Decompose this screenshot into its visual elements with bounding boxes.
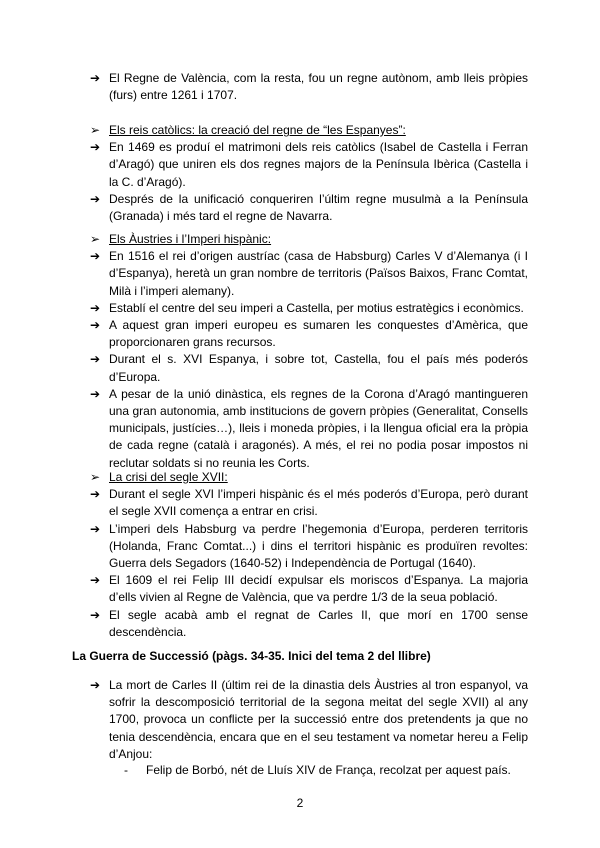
heading-text: La crisi del segle XVII: xyxy=(109,470,228,484)
arrow-icon: ➔ xyxy=(90,71,101,85)
bullet-text: Durant el segle XVI l’imperi hispànic és el més poderós d’Europa, però durant el segle XVII comença a entrar en crisi. xyxy=(109,487,528,519)
bullet-text: Establí el centre del seu imperi a Castella, per motius estratègics i econòmics. xyxy=(109,300,524,315)
bullet-item xyxy=(90,351,528,385)
arrow-icon: ➔ xyxy=(90,191,101,206)
bullet-item xyxy=(90,317,528,351)
arrow-icon: ➔ xyxy=(90,487,101,502)
bullet-item xyxy=(90,677,528,763)
bullet-item xyxy=(90,248,528,300)
arrow-icon: ➔ xyxy=(90,386,101,401)
guerra-section xyxy=(90,677,528,763)
bullet-item xyxy=(90,572,528,606)
austries-section xyxy=(90,231,528,472)
bullet-text: El 1609 el rei Felip III decidí expulsar els moriscos d’Espanya. La majoria d’ells vivien al Regne de València, que va perdre 1/3 de la seua població. xyxy=(109,573,528,605)
bullet-text: A pesar de la unió dinàstica, els regnes de la Corona d’Aragó mantingueren una gran autonomia, amb institucions de govern pròpies (Generalitat, Consells municipals, justícies…), lleis i moneda pròpies, i la llengua oficial era la pròpia de cada regne (català i aragonés). A més, el rei no podia posar impostos ni reclutar soldats si no reunia les Corts. xyxy=(109,386,528,470)
bullet-item xyxy=(90,521,528,573)
page-number: 2 xyxy=(296,796,304,810)
bullet-item xyxy=(90,607,528,641)
section-title: La Guerra de Successió (pàgs. 34-35. Inici del tema 2 del llibre) xyxy=(72,649,431,663)
subsection-heading xyxy=(90,122,528,139)
bullet-item xyxy=(90,139,528,191)
subsection-heading xyxy=(90,231,528,248)
reis-catolics-section xyxy=(90,122,528,225)
chevron-icon: ➢ xyxy=(90,470,101,484)
arrow-icon: ➔ xyxy=(90,300,101,315)
bullet-item xyxy=(90,486,528,520)
bullet-text: En 1516 el rei d’origen austríac (casa de Habsburg) Carles V d’Alemanya (i I d’Espanya), heretà un gran nombre de territoris (Països Baixos, Franc Comtat, Milà i l’imperi alemany). xyxy=(109,249,528,298)
arrow-icon: ➔ xyxy=(90,318,101,333)
arrow-icon: ➔ xyxy=(90,140,101,155)
bullet-text: El segle acabà amb el regnat de Carles II, que morí en 1700 sense descendència. xyxy=(109,607,528,639)
bullet-item xyxy=(90,191,528,225)
intro-block xyxy=(90,70,528,104)
chevron-icon: ➢ xyxy=(90,123,101,137)
arrow-icon: ➔ xyxy=(90,607,101,622)
arrow-icon: ➔ xyxy=(90,521,101,536)
dash-icon: - xyxy=(124,763,128,777)
bullet-text: Després de la unificació conqueriren l’últim regne musulmà a la Península (Granada) i més tard el regne de Navarra. xyxy=(109,191,528,224)
subsection-heading xyxy=(90,469,528,486)
bullet-item xyxy=(90,70,528,104)
bullet-item xyxy=(90,386,528,472)
arrow-icon: ➔ xyxy=(90,573,101,588)
bullet-text: La mort de Carles II (últim rei de la dinastia dels Àustries al tron espanyol, va sofrir la descomposició territorial de la segona meitat del segle XVII) al any 1700, provoca un conflicte per la successió entre dos pretendents ja que no tenia descendència, encara que en el seu testament va nometar hereu a Felip d’Anjou: xyxy=(109,678,528,761)
bullet-text: L’imperi dels Habsburg va perdre l’hegemonia d’Europa, perderen territoris (Holanda, Franc Comtat...) i dins el territori hispànic es produïren revoltes: Guerra dels Segadors (1640-52) i Independència de Portugal (1640). xyxy=(109,521,528,571)
arrow-icon: ➔ xyxy=(90,249,101,264)
chevron-icon: ➢ xyxy=(90,232,101,246)
heading-text: Els Àustries i l’Imperi hispànic: xyxy=(109,232,272,246)
sub-bullet-item xyxy=(124,762,534,779)
bullet-item xyxy=(90,300,528,317)
crisi-section xyxy=(90,469,528,641)
bullet-text: El Regne de València, com la resta, fou un regne autònom, amb lleis pròpies (furs) entre 1261 i 1707. xyxy=(109,71,528,103)
sub-bullet-text: Felip de Borbó, nét de Lluís XIV de França, recolzat per aquest país. xyxy=(146,763,511,777)
bullet-text: En 1469 es produí el matrimoni dels reis catòlics (Isabel de Castella i Ferran d’Aragó) que uniren els dos regnes majors de la Península Ibèrica (Castella i la C. d’Aragó). xyxy=(109,140,528,189)
arrow-icon: ➔ xyxy=(90,678,101,692)
bullet-text: A aquest gran imperi europeu es sumaren les conquestes d’Amèrica, que proporcionaren grans recursos. xyxy=(109,318,528,350)
heading-text: Els reis catòlics: la creació del regne de “les Espanyes”: xyxy=(109,123,406,137)
bullet-text: Durant el s. XVI Espanya, i sobre tot, Castella, fou el país més poderós d’Europa. xyxy=(109,352,528,384)
arrow-icon: ➔ xyxy=(90,352,101,367)
